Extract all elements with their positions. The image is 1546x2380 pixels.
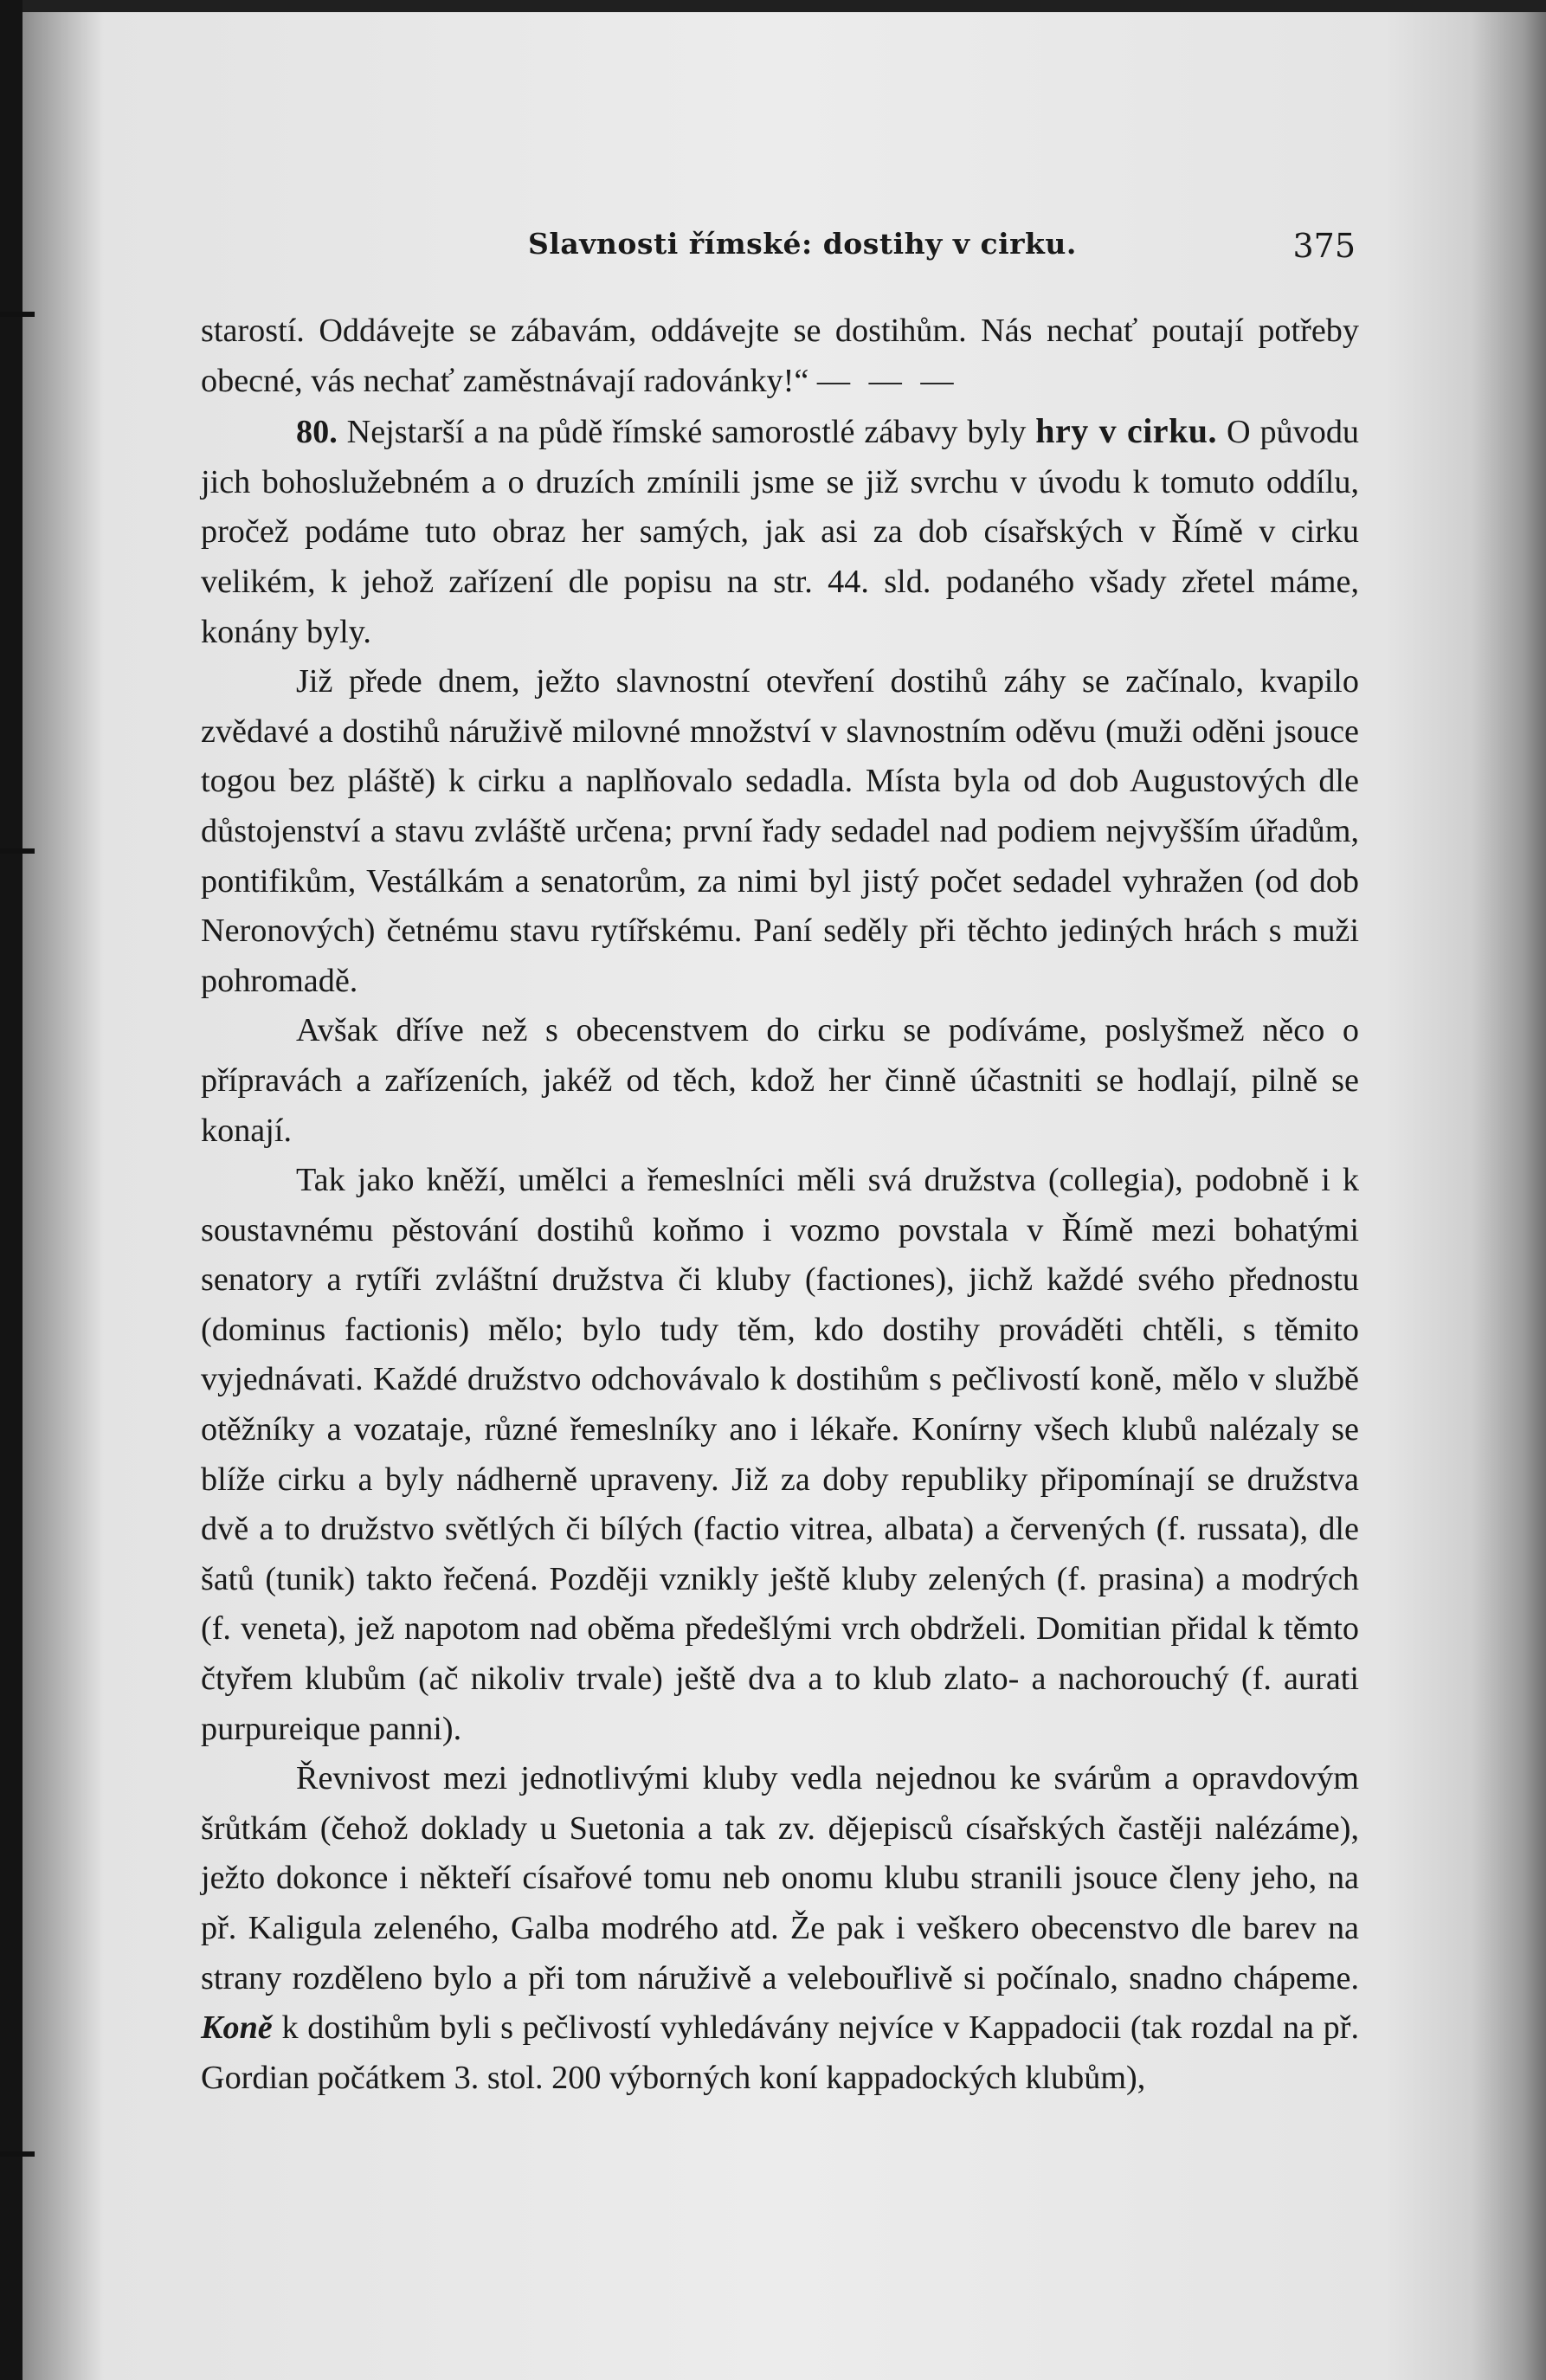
paragraph (201, 1754, 1359, 2103)
paragraph-text: Nejstarší a na půdě římské samorostlé zábavy byly (346, 414, 1027, 451)
paragraph-section-80 (201, 406, 1359, 657)
book-spine-edge (0, 0, 23, 2380)
running-header (201, 227, 1359, 279)
paragraph-text: k dostihům byli s pečlivostí vyhledávány nejvíce v Kappadocii (tak rozdal na př. Gordian počátkem 3. stol. 200 výborných koní kappadockých klubům), (201, 2009, 1360, 2096)
emphasized-term: hry v cirku. (1035, 411, 1218, 451)
body-text (201, 306, 1359, 2103)
paragraph: Avšak dříve než s obecenstvem do cirku se podíváme, poslyšmež něco o přípravách a zařízeních, jakéž od těch, kdož her činně účastniti se hodlají, pilně se konají. (201, 1012, 1359, 1149)
running-title: Slavnosti římské: dostihy v cirku. (528, 227, 1077, 261)
emphasized-term: Koně (201, 2009, 273, 2047)
section-number: 80. (296, 414, 338, 451)
page-content (201, 227, 1359, 2103)
page-number: 375 (1292, 227, 1356, 265)
paragraph-text: O původu jich bohoslužebném a o druzích zmínili jsme se již svrchu v úvodu k tomuto oddílu, pročež podáme tuto obraz her samých, jak asi za dob císařských v Římě v cirku velikém, k jehož zařízení dle popisu na str. 44. sld. podaného všady zřetel máme, konány byly. (201, 414, 1360, 650)
binding-mark (0, 848, 35, 854)
binding-mark (0, 2151, 35, 2157)
paragraph: Tak jako kněží, umělci a řemeslníci měli svá družstva (collegia), podobně i k soustavnému pěstování dostihů koňmo i vozmo povstala v Římě mezi bohatými senatory a rytíři zvláštní družstva či kluby (factiones), jichž každé svého přednostu (dominus factionis) mělo; bylo tudy těm, kdo dostihy prováděti chtěli, s těmito vyjednávati. Každé družstvo odchovávalo k dostihům s pečlivostí koně, mělo v službě otěžníky a vozataje, různé řemeslníky ano i lékaře. Konírny všech klubů nalézaly se blíže cirku a byly nádherně upraveny. Již za doby republiky připomínají se družstva dvě a to družstvo světlých či bílých (factio vitrea, albata) a červených (f. russata), dle šatů (tunik) takto řečená. Později vznikly ještě kluby zelených (f. prasina) a modrých (f. veneta), jež napotom nad oběma předešlými vrch obdrželi. Domitian přidal k těmto čtyřem klubům (ač nikoliv trvale) ještě dva a to klub zlato- a nachorouchý (f. aurati purpureique panni). (201, 1162, 1359, 1747)
paragraph-text: starostí. Oddávejte se zábavám, oddávejte se dostihům. Nás nechať poutají potřeby obecné, vás nechať zaměstnávají radovánky!“ (201, 313, 1359, 399)
binding-mark (0, 312, 35, 317)
paragraph: Již přede dnem, ježto slavnostní otevření dostihů záhy se začínalo, kvapilo zvědavé a dostihů náruživě milovné množství v slavnostním oděvu (muži oděni jsouce togou bez pláště) k cirku a naplňovalo sedadla. Místa byla od dob Augustových dle důstojenství a stavu zvláště určena; první řady sedadel nad podiem nejvyšším úřadům, pontifikům, Vestálkám a senatorům, za nimi byl jistý počet sedadel vyhražen (od dob Neronových) četnému stavu rytířskému. Paní seděly při těchto jediných hrách s muži pohromadě. (201, 663, 1359, 999)
scan-top-edge (0, 0, 1546, 12)
dash-separator: — — — (816, 362, 959, 399)
paragraph (201, 306, 1359, 406)
paragraph-text: Řevnivost mezi jednotlivými kluby vedla nejednou ke svárům a opravdovým šrůtkám (čehož doklady u Suetonia a tak zv. dějepisců císařských častěji nalézáme), ježto dokonce i někteří císařové tomu neb onomu klubu stranili jsouce členy jeho, na př. Kaligula zeleného, Galba modrého atd. Že pak i veškero obecenstvo dle barev na strany rozděleno bylo a při tom náruživě a velebouřlivě si počínalo, snadno chápeme. (201, 1760, 1359, 1996)
